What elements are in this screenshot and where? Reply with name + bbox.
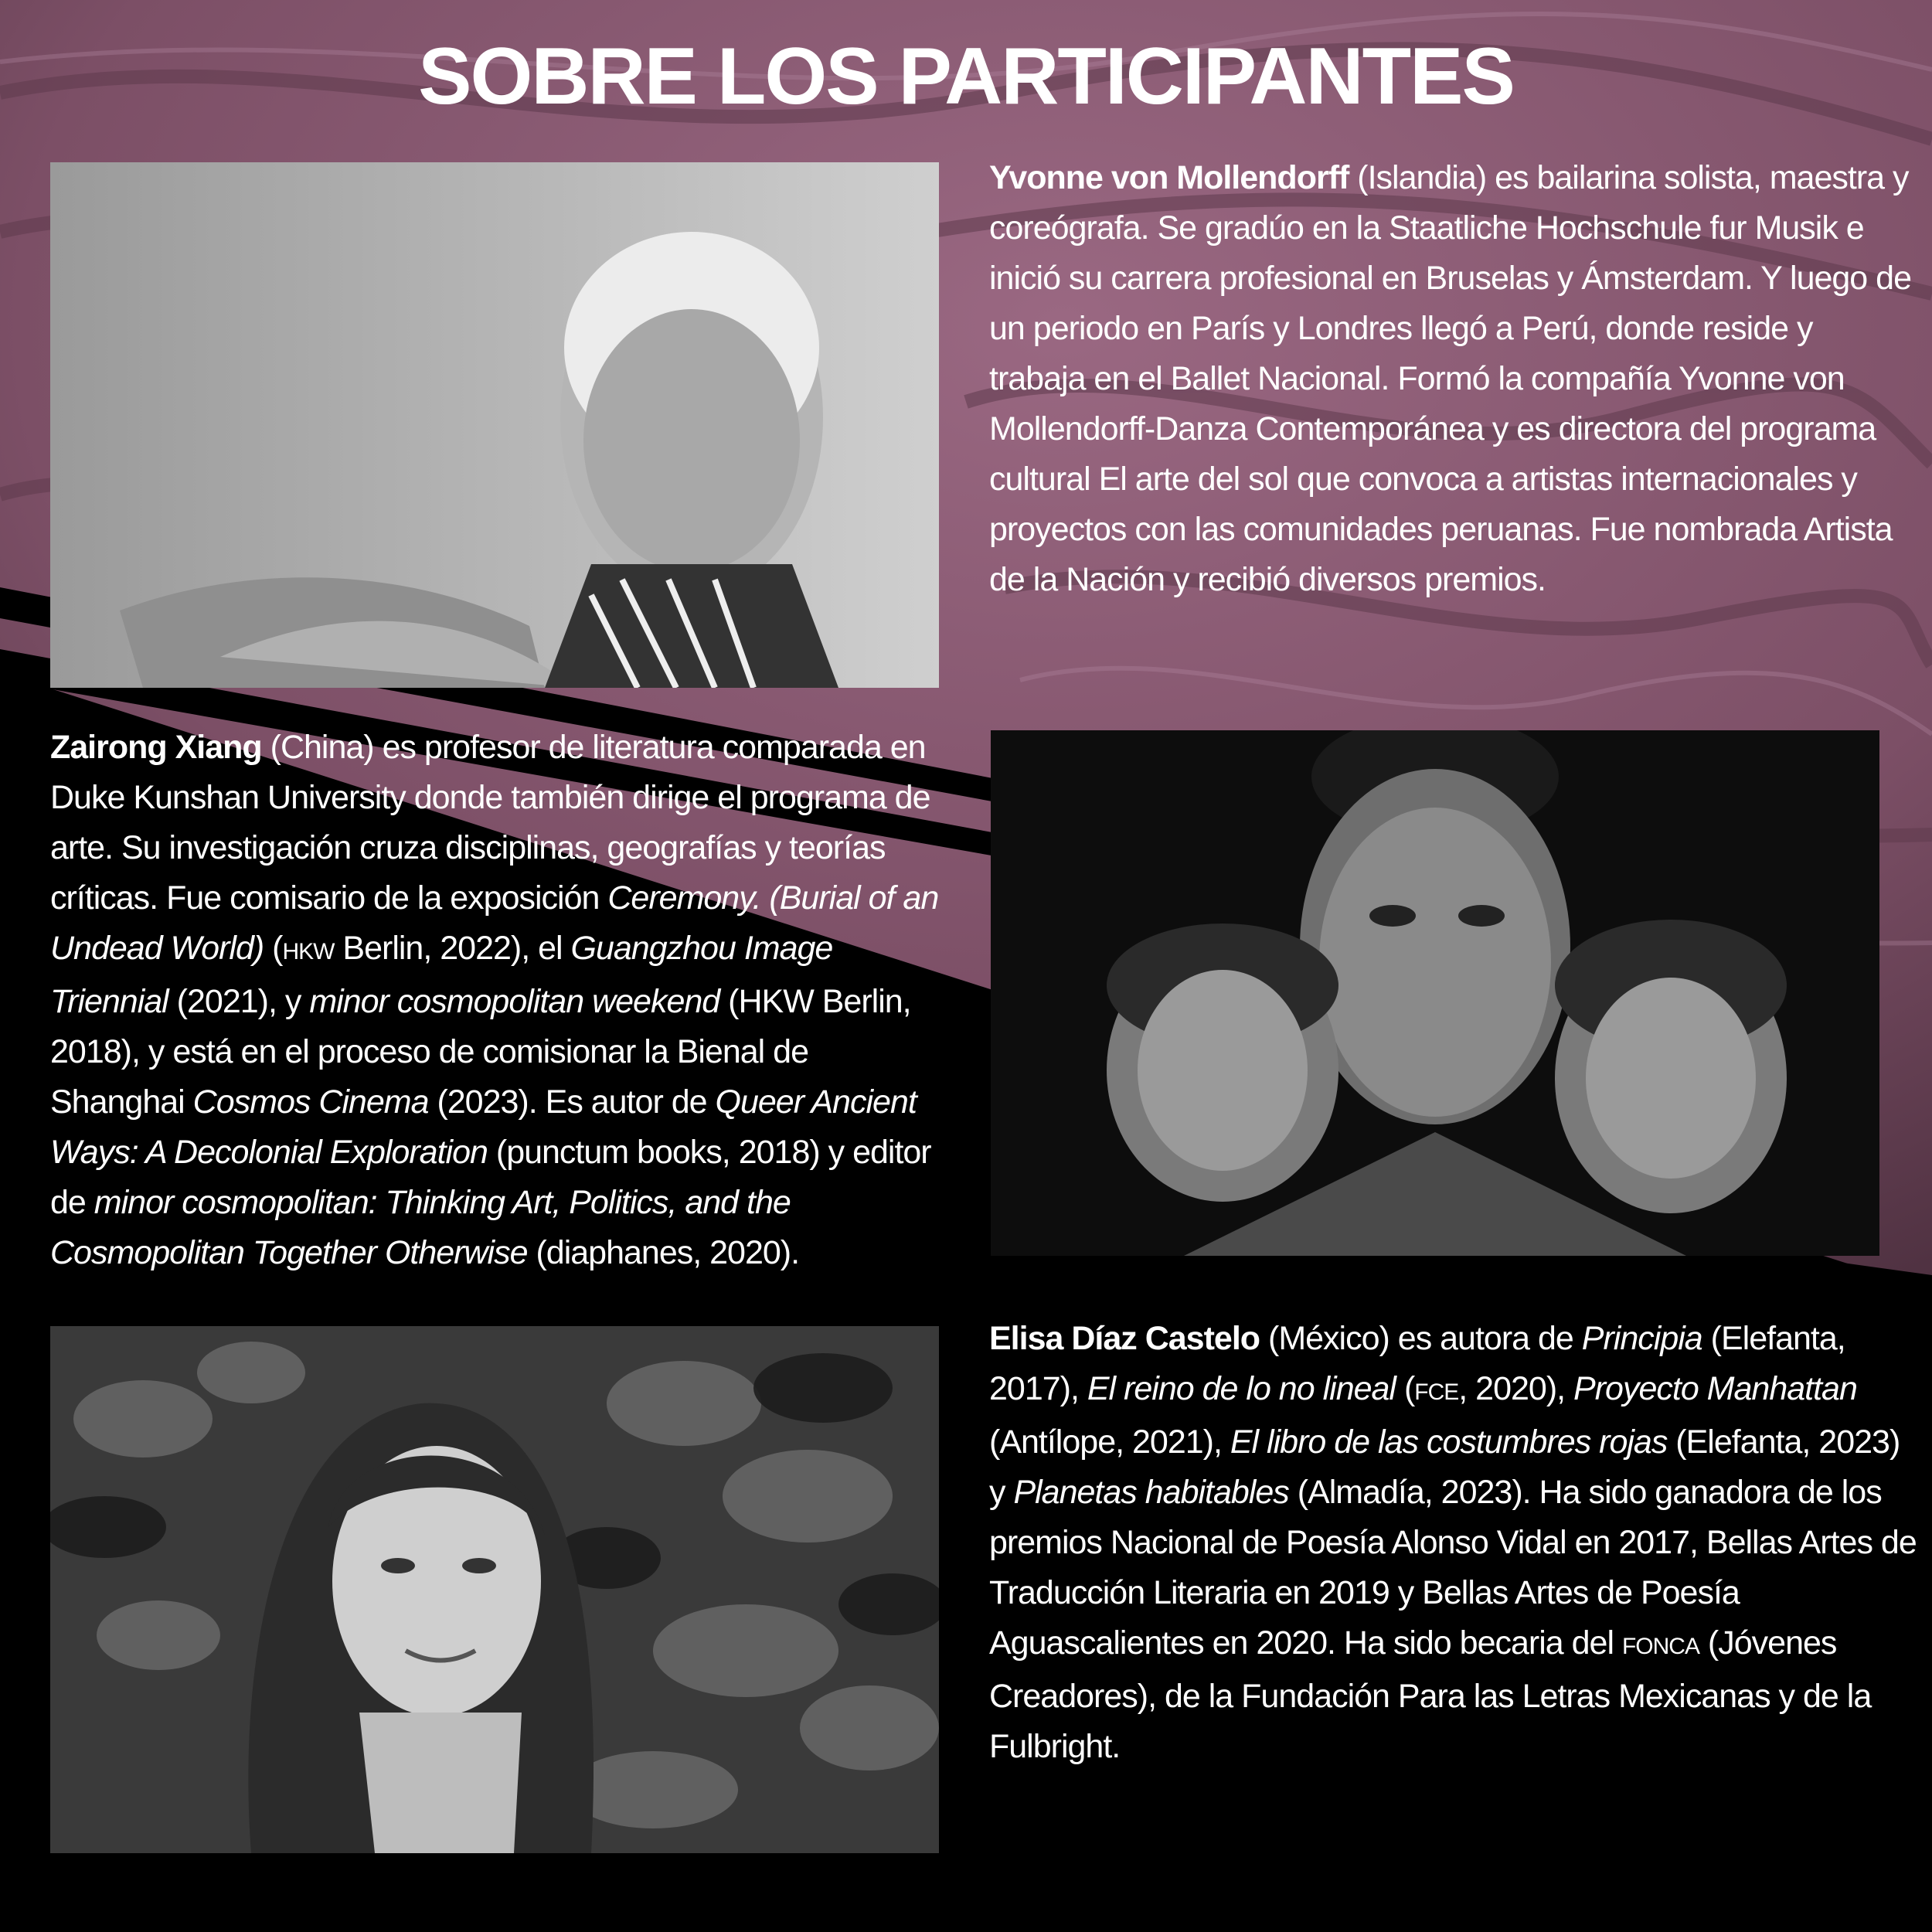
- bio-yvonne: [989, 153, 1917, 605]
- portrait-image: [991, 730, 1879, 1256]
- bio-text: (2023). Es autor de: [428, 1083, 716, 1121]
- bio-text: (punctum books, 2018) y editor de: [50, 1134, 931, 1221]
- work-title: Ceremony. (Burial of an Undead World): [50, 879, 939, 967]
- work-title: minor cosmopolitan: Thinking Art, Politics, and the Cosmopolitan Together Otherwise: [50, 1184, 791, 1271]
- bio-text: (diaphanes, 2020).: [527, 1234, 800, 1271]
- bio-text: (China) es profesor de literatura comparada en Duke Kunshan University donde también dirige el programa de arte. Su investigación cruza disciplinas, geografías y teorías críticas. Fue comisario de la exposición: [50, 729, 930, 917]
- bio-text: (HKW Berlin, 2018), y está en el proceso de comisionar la Bienal de Shanghai: [50, 983, 911, 1121]
- work-title: El reino de lo no lineal: [1087, 1370, 1396, 1407]
- acronym: HKW: [282, 939, 335, 964]
- acronym: FCE: [1414, 1379, 1459, 1405]
- portrait-image: [50, 162, 939, 688]
- bio-text: (Elefanta, 2023) y: [989, 1423, 1900, 1511]
- bio-text: (Elefanta, 2017),: [989, 1320, 1845, 1407]
- bio-text: (Antílope, 2021),: [989, 1423, 1230, 1461]
- work-title: Planetas habitables: [1013, 1474, 1289, 1511]
- portrait-photo-zairong: [991, 730, 1879, 1256]
- page-title: SOBRE LOS PARTICIPANTES: [418, 32, 1514, 121]
- participant-name: Elisa Díaz Castelo: [989, 1320, 1260, 1357]
- bio-text: (: [264, 930, 283, 967]
- bio-text: (México) es autora de: [1260, 1320, 1582, 1357]
- participant-name: Zairong Xiang: [50, 729, 262, 766]
- bio-text: (: [1396, 1370, 1415, 1407]
- participant-name: Yvonne von Mollendorff: [989, 159, 1349, 196]
- work-title: Cosmos Cinema: [192, 1083, 429, 1121]
- work-title: Proyecto Manhattan: [1573, 1370, 1857, 1407]
- portrait-photo-elisa: [50, 1326, 939, 1853]
- bio-text: (Jóvenes Creadores), de la Fundación Para las Letras Mexicanas y de la Fulbright.: [989, 1624, 1872, 1765]
- portrait-image: [50, 1326, 939, 1853]
- bio-text: Berlin, 2022), el: [334, 930, 571, 967]
- bio-text: (Almadía, 2023). Ha sido ganadora de los premios Nacional de Poesía Alonso Vidal en 2017, Bellas Artes de Traducción Literaria en 2019 y Bellas Artes de Poesía Aguascalientes en 2020. Ha sido becaria del: [989, 1474, 1917, 1662]
- bio-text: , 2020),: [1458, 1370, 1574, 1407]
- bio-text: (2021), y: [168, 983, 310, 1020]
- work-title: Queer Ancient Ways: A Decolonial Exploration: [50, 1083, 917, 1171]
- portrait-photo-yvonne: [50, 162, 939, 688]
- work-title: Principia: [1581, 1320, 1702, 1357]
- bio-elisa: [989, 1314, 1917, 1772]
- bio-text: (Islandia) es bailarina solista, maestra y coreógrafa. Se gradúo en la Staatliche Hochschule fur Musik e inició su carrera profesional en Bruselas y Ámsterdam. Y luego de un periodo en París y Londres llegó a Perú, donde reside y trabaja en el Ballet Nacional. Formó la compañía Yvonne von Mollendorff-Danza Contemporánea y es directora del programa cultural El arte del sol que convoca a artistas internacionales y proyectos con las comunidades peruanas. Fue nombrada Artista de la Nación y recibió diversos premios.: [989, 159, 1912, 598]
- acronym: FONCA: [1621, 1634, 1699, 1659]
- bio-zairong: [50, 723, 951, 1278]
- work-title: El libro de las costumbres rojas: [1230, 1423, 1668, 1461]
- work-title: Guangzhou Image Triennial: [50, 930, 833, 1020]
- work-title: minor cosmopolitan weekend: [309, 983, 720, 1020]
